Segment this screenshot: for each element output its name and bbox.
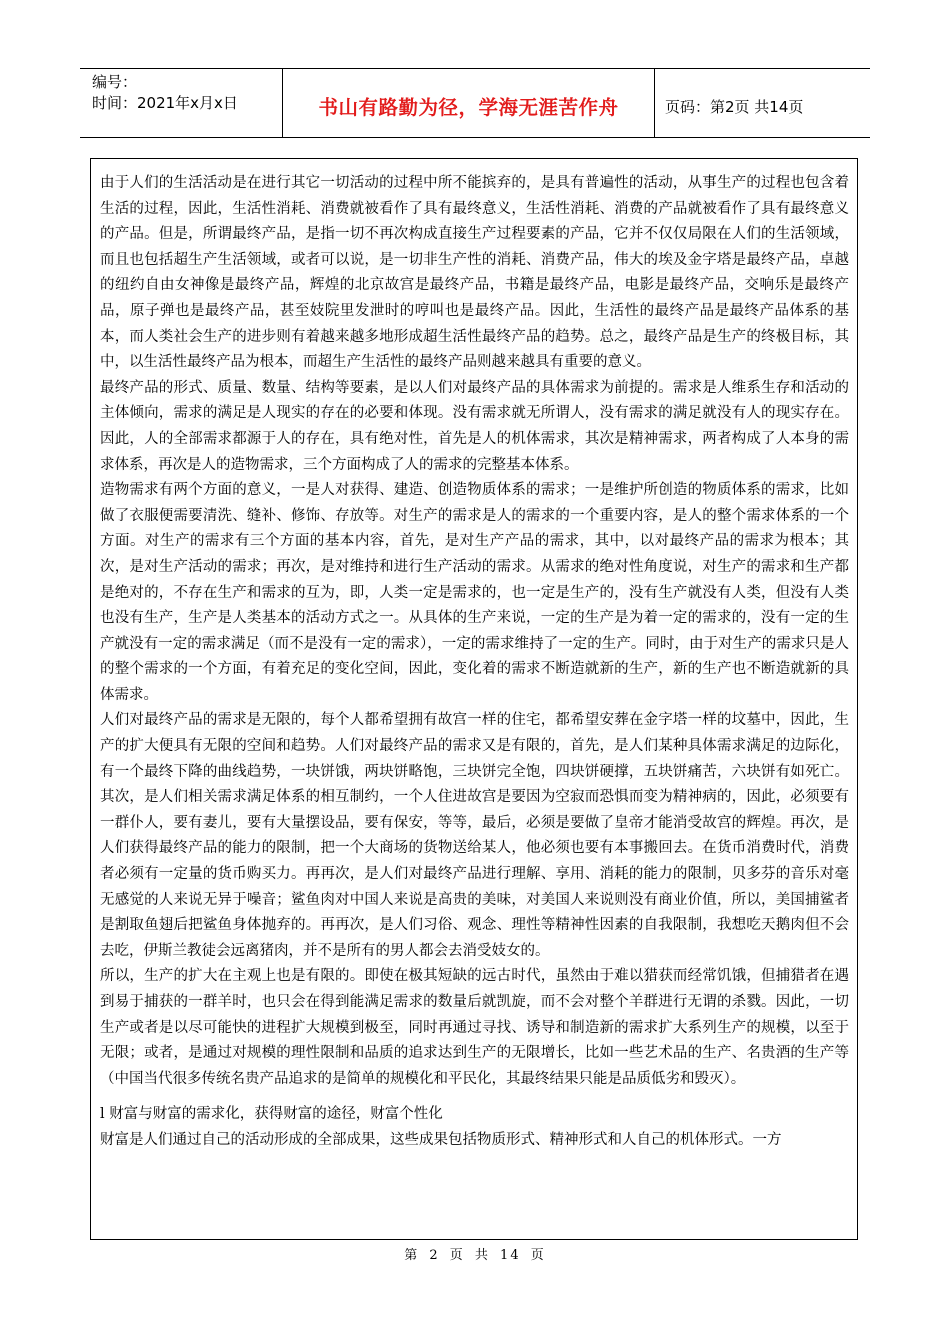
paragraph-final-products: 由于人们的生活活动是在进行其它一切活动的过程中所不能摈弃的，是具有普遍性的活动，从事生产的过程也包含着生活的过程，因此，生活性消耗、消费就被看作了具有最终意义，生活性消耗、消费的产品就被看作了具有最终意义的产品。但是，所谓最终产品，是指一切不再次构成直接生产过程要素的产品，它并不仅仅局限在人们的生活领域，而且也包括超生产生活领域，或者可以说，是一切非生产性的消耗、消费产品，伟大的埃及金字塔是最终产品，卓越的纽约自由女神像是最终产品，辉煌的北京故宫是最终产品，书籍是最终产品，电影是最终产品，交响乐是最终产品，原子弹也是最终产品，甚至妓院里发泄时的哼叫也是最终产品。因此，生活性的最终产品是最终产品体系的基本，而人类社会生产的进步则有着越来越多地形成超生活性最终产品的趋势。总之，最终产品是生产的终极目标，其中，以生活性最终产品为根本，而超生产生活性的最终产品则越来越具有重要的意义。 xyxy=(100,175,849,371)
paragraph-wealth-definition: 财富是人们通过自己的活动形成的全部成果，这些成果包括物质形式、精神形式和人自己的机体形式。一方 xyxy=(100,1131,782,1148)
content-frame xyxy=(90,158,858,1240)
document-number-label: 编号： xyxy=(92,73,138,91)
paragraph-product-demand: 最终产品的形式、质量、数量、结构等要素，是以人们对最终产品的具体需求为前提的。需求是人维系生存和活动的主体倾向，需求的满足是人现实的存在的必要和体现。没有需求就无所谓人，没有需求的满足就没有人的现实存在。因此，人的全部需求都源于人的存在，具有绝对性，首先是人的机体需求，其次是精神需求，两者构成了人本身的需求体系，再次是人的造物需求，三个方面构成了人的需求的完整基本体系。 xyxy=(100,379,849,473)
paragraph-spacer xyxy=(100,1092,849,1102)
header-page-number: 页码：第2页 共14页 xyxy=(665,97,804,116)
document-time-label: 时间：2021年x月x日 xyxy=(92,94,238,112)
section-heading-wealth: l 财富与财富的需求化，获得财富的途径，财富个性化 xyxy=(100,1106,443,1123)
paragraph-demand-limits: 人们对最终产品的需求是无限的，每个人都希望拥有故宫一样的住宅，都希望安葬在金字塔一样的坟墓中，因此，生产的扩大便具有无限的空间和趋势。人们对最终产品的需求又是有限的，首先，是人们某种具体需求满足的边际化，有一个最终下降的曲线趋势，一块饼饿，两块饼略饱，三块饼完全饱，四块饼硬撑，五块饼痛苦，六块饼有如死亡。其次，是人们相关需求满足体系的相互制约，一个人住进故宫是要因为空寂而恐惧而变为精神病的，因此，必须要有一群仆人，要有妻儿，要有大量摆设品，要有保安，等等，最后，必须是要做了皇帝才能消受故宫的辉煌。再次，是人们获得最终产品的能力的限制，把一个大商场的货物送给某人，他必须也要有本事搬回去。在货币消费时代，消费者必须有一定量的货币购买力。再再次，是人们对最终产品进行理解、享用、消耗的能力的限制，贝多芬的音乐对毫无感觉的人来说无异于噪音；鲨鱼肉对中国人来说是高贵的美味，对美国人来说则没有商业价值，所以，美国捕鲨者是割取鱼翅后把鲨鱼身体抛弃的。再再次，是人们习俗、观念、理性等精神性因素的自我限制，我想吃天鹅肉但不会去吃，伊斯兰教徒会远离猪肉，并不是所有的男人都会去消受妓女的。 xyxy=(100,712,849,959)
page-header xyxy=(80,68,870,138)
header-motto-cell xyxy=(283,69,655,137)
header-meta-cell xyxy=(80,69,283,137)
header-motto: 书山有路勤为径，学海无涯苦作舟 xyxy=(318,96,619,119)
header-page-cell xyxy=(655,69,870,137)
page-footer: 第 2 页 共 14 页 xyxy=(404,1248,546,1263)
paragraph-production-expansion: 所以，生产的扩大在主观上也是有限的。即使在极其短缺的远古时代，虽然由于难以猎获而经常饥饿，但捕猎者在遇到易于捕获的一群羊时，也只会在得到能满足需求的数量后就凯旋，而不会对整个羊群进行无谓的杀戮。因此，一切生产或者是以尽可能快的进程扩大规模到极至，同时再通过寻找、诱导和制造新的需求扩大系列生产的规模，以至于无限；或者，是通过对规模的理性限制和品质的追求达到生产的无限增长，比如一些艺术品的生产、名贵酒的生产等（中国当代很多传统名贵产品追求的是简单的规模化和平民化，其最终结果只能是品质低劣和毁灭）。 xyxy=(100,968,849,1087)
paragraph-creation-demand: 造物需求有两个方面的意义，一是人对获得、建造、创造物质体系的需求；一是维护所创造的物质体系的需求，比如做了衣服便需要清洗、缝补、修饰、存放等。对生产的需求是人的需求的一个重要内容，是人的整个需求体系的一个方面。对生产的需求有三个方面的基本内容，首先，是对生产产品的需求，其中，以对最终产品的需求为根本；其次，是对生产活动的需求；再次，是对维持和进行生产活动的需求。从需求的绝对性角度说，对生产的需求和生产都是绝对的，不存在生产和需求的互为，即，人类一定是需求的，也一定是生产的，没有生产就没有人类，但没有人类也没有生产，生产是人类基本的活动方式之一。从具体的生产来说，一定的生产是为着一定的需求的，没有一定的生产就没有一定的需求满足（而不是没有一定的需求），一定的需求维持了一定的生产。同时，由于对生产的需求只是人的整个需求的一个方面，有着充足的变化空间，因此，变化着的需求不断造就新的生产，新的生产也不断造就新的具体需求。 xyxy=(100,482,849,703)
